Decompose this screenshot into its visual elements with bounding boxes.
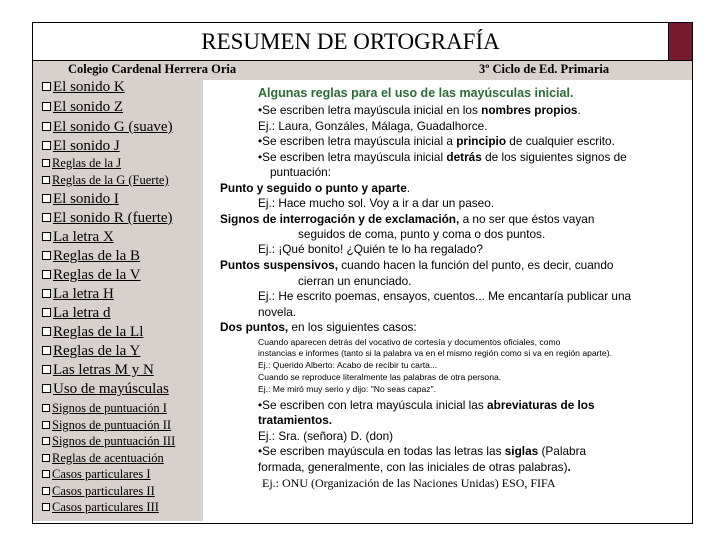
rule-acronyms: •Se escriben mayúscula en todas las letras las siglas (Palabra	[258, 444, 587, 458]
nav-link-reglas-j[interactable]: Reglas de la J	[42, 156, 121, 170]
sign-period: Punto y seguido o punto y aparte.	[220, 181, 411, 195]
sign-question-exclamation: Signos de interrogación y de exclamación, a no ser que éstos vayan	[220, 212, 595, 226]
sign-question-exclamation-cont: seguidos de coma, punto y coma o dos puntos.	[298, 227, 546, 241]
nav-link-casos-1[interactable]: Casos particulares I	[42, 467, 151, 481]
nav-link-reglas-ll[interactable]: Reglas de la Ll	[42, 324, 143, 341]
nav-link-puntuacion-3[interactable]: Signos de puntuación III	[42, 434, 175, 448]
checkbox-icon	[42, 270, 51, 279]
colon-case-1-cont: instancias e informes (tanto si la palabra va en el mismo región como si va en región aparte).	[258, 348, 612, 358]
checkbox-icon	[42, 289, 51, 298]
checkbox-icon	[42, 454, 50, 462]
checkbox-icon	[42, 470, 50, 478]
sign-ellipsis-cont: cierran un enunciado.	[298, 274, 412, 288]
checkbox-icon	[42, 102, 51, 111]
checkbox-icon	[42, 213, 51, 222]
checkbox-icon	[42, 365, 51, 374]
checkbox-icon	[42, 141, 51, 150]
nav-link-reglas-v[interactable]: Reglas de la V	[42, 267, 141, 284]
checkbox-icon	[42, 176, 50, 184]
checkbox-icon	[42, 327, 51, 336]
nav-link-sonido-j[interactable]: El sonido J	[42, 138, 120, 155]
rule-proper-nouns: •Se escriben letra mayúscula inicial en los nombres propios.	[258, 103, 581, 117]
checkbox-icon	[42, 308, 51, 317]
sign-colon: Dos puntos, en los siguientes casos:	[220, 320, 417, 334]
sign-ellipsis-example-cont: novela.	[258, 305, 297, 319]
cycle-label: 3º Ciclo de Ed. Primaria	[479, 62, 610, 76]
checkbox-icon	[42, 232, 51, 241]
nav-link-letra-x[interactable]: La letra X	[42, 229, 114, 246]
nav-link-reglas-b[interactable]: Reglas de la B	[42, 248, 140, 265]
checkbox-icon	[42, 122, 51, 131]
nav-link-casos-2[interactable]: Casos particulares II	[42, 484, 155, 498]
rule-acronyms-example: Ej.: ONU (Organización de las Naciones Unidas) ESO, FIFA	[262, 476, 556, 490]
nav-link-sonido-r[interactable]: El sonido R (fuerte)	[42, 210, 173, 227]
rule-after-signs: •Se escriben letra mayúscula inicial detrás de los siguientes signos de	[258, 150, 627, 164]
nav-link-sonido-z[interactable]: El sonido Z	[42, 99, 123, 116]
checkbox-icon	[42, 82, 51, 91]
nav-link-puntuacion-1[interactable]: Signos de puntuación I	[42, 401, 167, 415]
checkbox-icon	[42, 404, 50, 412]
checkbox-icon	[42, 421, 50, 429]
page-title: RESUMEN DE ORTOGRAFÍA	[33, 23, 668, 61]
nav-link-casos-3[interactable]: Casos particulares III	[42, 500, 159, 514]
sign-period-example: Ej.: Hace mucho sol. Voy a ir a dar un paseo.	[258, 196, 495, 210]
checkbox-icon	[42, 487, 50, 495]
rule-abbreviations-example: Ej.: Sra. (señora) D. (don)	[258, 429, 394, 443]
colon-case-1: Cuando aparecen detrás del vocativo de cortesía y documentos oficiales, como	[258, 337, 561, 347]
nav-link-letra-d[interactable]: La letra d	[42, 305, 110, 322]
rule-acronyms-cont: formada, generalmente, con las iniciales de otras palabras).	[258, 460, 571, 474]
colon-case-2-example: Ej.: Me miró muy serio y dijo: "No seas capaz".	[258, 384, 437, 394]
nav-link-puntuacion-2[interactable]: Signos de puntuación II	[42, 418, 171, 432]
rule-after-signs-cont: puntuación:	[270, 165, 332, 179]
nav-link-mayusculas[interactable]: Uso de mayúsculas	[42, 381, 169, 398]
checkbox-icon	[42, 159, 50, 167]
rule-abbreviations: •Se escriben con letra mayúscula inicial las abreviaturas de los	[258, 398, 595, 412]
rule-beginning: •Se escriben letra mayúscula inicial a principio de cualquier escrito.	[258, 134, 615, 148]
nav-link-sonido-i[interactable]: El sonido I	[42, 191, 119, 208]
content-heading: Algunas reglas para el uso de las mayúsculas inicial.	[258, 86, 574, 100]
nav-link-letras-m-n[interactable]: Las letras M y N	[42, 362, 154, 379]
rule-proper-nouns-example: Ej.: Laura, Gonzáles, Málaga, Guadalhorce.	[258, 119, 488, 133]
colon-case-1-example: Ej.: Querido Alberto: Acabo de recibir tu carta...	[258, 360, 438, 370]
rule-abbreviations-cont: tratamientos.	[258, 413, 333, 427]
colon-case-2: Cuando se reproduce literalmente las palabras de otra persona.	[258, 372, 502, 382]
sign-question-exclamation-example: Ej.: ¡Qué bonito! ¿Quién te lo ha regalado?	[258, 242, 483, 256]
checkbox-icon	[42, 384, 51, 393]
checkbox-icon	[42, 437, 50, 445]
sign-ellipsis: Puntos suspensivos, cuando hacen la función del punto, es decir, cuando	[220, 258, 614, 272]
nav-link-sonido-k[interactable]: El sonido K	[42, 79, 125, 96]
nav-link-reglas-g[interactable]: Reglas de la G (Fuerte)	[42, 173, 169, 187]
school-name: Colegio Cardenal Herrera Oria	[68, 62, 237, 76]
nav-link-letra-h[interactable]: La letra H	[42, 286, 114, 303]
title-accent-block	[668, 23, 692, 61]
nav-link-acentuacion[interactable]: Reglas de acentuación	[42, 451, 164, 465]
checkbox-icon	[42, 503, 50, 511]
checkbox-icon	[42, 346, 51, 355]
nav-link-sonido-g[interactable]: El sonido G (suave)	[42, 119, 173, 136]
checkbox-icon	[42, 251, 51, 260]
checkbox-icon	[42, 194, 51, 203]
sign-ellipsis-example: Ej.: He escrito poemas, ensayos, cuentos... Me encantaría publicar una	[258, 289, 632, 303]
nav-link-reglas-y[interactable]: Reglas de la Y	[42, 343, 140, 360]
